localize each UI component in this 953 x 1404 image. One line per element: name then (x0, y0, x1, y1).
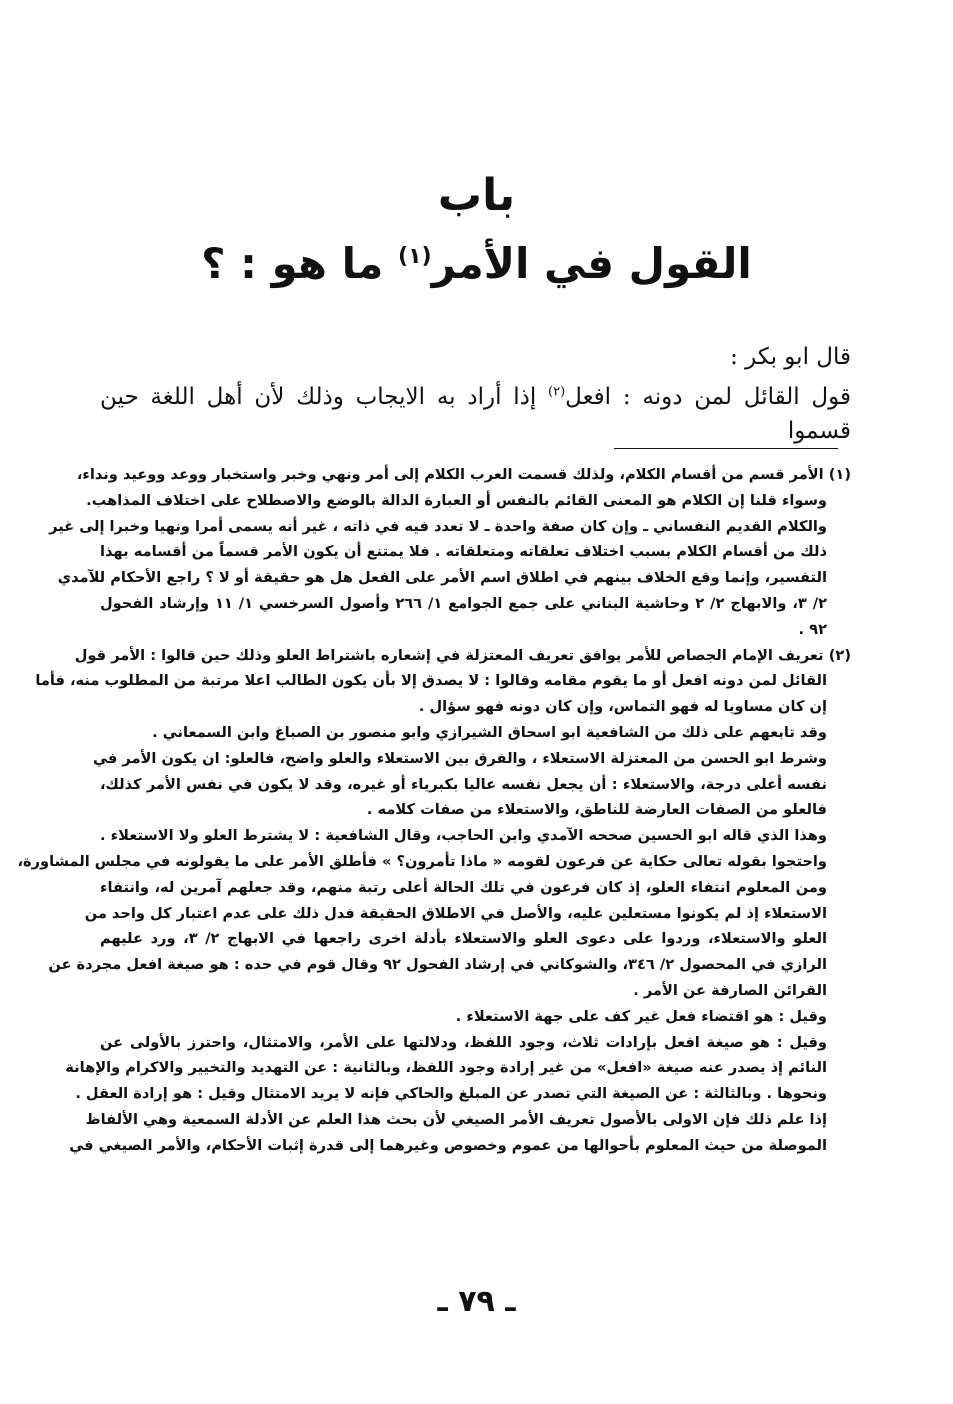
footnote-line: النائم إذ يصدر عنه صيغة «افعل» من غير إرادة وجود اللفظ، وبالثانية : عن التهديد والتخيير والاكرام والإهانة (65, 1059, 827, 1077)
footnote-line: وسواء قلنا إن الكلام هو المعنى القائم بالنفس أو العبارة الدالة بالوضع والاصطلاح على اختلاف المذاهب. (86, 491, 827, 509)
footnote-ref-2[interactable]: (٢) (548, 384, 566, 400)
footnote-line: التفسير، وإنما وقع الخلاف بينهم في اطلاق اسم الأمر على الفعل هل هو حقيقة أو لا ؟ راجع الأحكام للآمدي (57, 569, 827, 587)
footnote-line: الاستعلاء إذ لم يكونوا مستعلين عليه، والأصل في الاطلاق الحقيقة فدل ذلك على عدم اعتبار كل واحد من (84, 904, 827, 922)
main-text-start: قول القائل لمن دونه : افعل (565, 384, 852, 410)
footnote-line: (١) الأمر قسم من أقسام الكلام، ولذلك قسمت العرب الكلام إلى أمر ونهي وخبر واستخبار ووعد ووعيد ونداء، (76, 466, 851, 483)
chapter-title (0, 232, 953, 296)
footnote-separator (614, 448, 838, 449)
footnote-line: ٩٢ . (798, 620, 827, 638)
footnote-line: القائل لمن دونه افعل أو ما يقوم مقامه وقالوا : لا يصدق إلا بأن يكون الطالب اعلا مرتبة من المطلوب منه، فأما (35, 672, 827, 690)
footnote-line: ومن المعلوم انتفاء العلو، إذ كان فرعون في تلك الحالة أعلى رتبة منهم، وقد جعلهم آمرين له، وانتفاء (100, 878, 827, 896)
footnote-line: القرائن الصارفة عن الأمر . (633, 981, 827, 999)
footnote-line: ذلك من أقسام الكلام بسبب اختلاف تعلقاته ومتعلقاته . فلا يمتنع أن يكون الأمر قسماً من أقسامه بهذا (100, 543, 827, 561)
footnote-line: العلو والاستعلاء، وردوا على دعوى العلو والاستعلاء بأدلة اخرى راجعها في الابهاج ٢/ ٣، ورد عليهم (100, 930, 827, 948)
footnote-line: واحتجوا بقوله تعالى حكاية عن فرعون لقومه « ماذا تأمرون؟ » فأطلق الأمر على ما يقولونه في مجلس المشاورة، (17, 852, 827, 870)
footnote-line: الموصلة من حيث المعلوم بأحوالها من عموم وخصوص وغيرهما إلى قدرة إثبات الأحكام، والأمر الصيغي في (69, 1136, 827, 1154)
footnotes (17, 462, 851, 1159)
main-text-rest: إذا أراد به الايجاب وذلك لأن أهل اللغة حين قسموا (100, 384, 851, 444)
chapter-title-text: القول في الأمر (431, 239, 752, 288)
chapter-title-tail: ما هو : ؟ (201, 239, 399, 288)
footnote-line: الرازي في المحصول ٢/ ٣٤٦، والشوكاني في إرشاد الفحول ٩٢ وقال قوم في حده : هو صيغة افعل مجردة عن (48, 956, 827, 974)
footnote-line: وقد تابعهم على ذلك من الشافعية ابو اسحاق الشيرازي وابو منصور بن الصباغ وابن السمعاني . (152, 723, 827, 741)
footnote-line: إن كان مساويا له فهو التماس، وإن كان دونه فهو سؤال . (418, 698, 827, 716)
footnote-line: (٢) تعريف الإمام الجصاص للأمر يوافق تعريف المعتزلة في إشعاره باشتراط العلو وذلك حين قالوا : الأمر قول (74, 646, 851, 664)
footnote-line: إذا علم ذلك فإن الاولى بالأصول تعريف الأمر الصيغي لأن بحث هذا العلم عن الأدلة السمعية وهي الألفاظ (85, 1110, 827, 1128)
page-number: ـ ٧٩ ـ (437, 1284, 516, 1319)
footnote-line: والكلام القديم النفساني ـ وإن كان صفة واحدة ـ لا تعدد فيه في ذاته ، غير أنه يسمى أمرا ونهيا وخبرا إلى غير (49, 517, 827, 535)
footnote-line: وقيل : هو صيغة افعل بإرادات ثلاث، وجود اللفظ، ودلالتها على الأمر، والامتثال، واحترز بالأولى عن (100, 1033, 827, 1051)
footnote-line: وهذا الذي قاله ابو الحسين صححه الآمدي وابن الحاجب، وقال الشافعية : لا يشترط العلو ولا الاستعلاء . (100, 827, 827, 845)
footnote-line: فالعلو من الصفات العارضة للناطق، والاستعلاء من صفات كلامه . (366, 801, 827, 819)
footnote-line: ونحوها . وبالثالثة : عن الصيغة التي تصدر عن المبلغ والحاكي فإنه لا يريد الامتثال وقيل : هو إرادة العقل . (75, 1085, 827, 1103)
footnote-line: وشرط ابو الحسن من المعتزلة الاستعلاء ، والفرق بين الاستعلاء والعلو واضح، فالعلو: ان يكون الأمر في (93, 749, 827, 767)
footnote-line: نفسه أعلى درجة، والاستعلاء : أن يجعل نفسه عاليا بكبرياء أو غيره، وقد لا يكون في نفس الأمر كذلك، (100, 775, 827, 793)
main-paragraph (100, 380, 851, 448)
footnote-ref-1[interactable]: (١) (398, 244, 432, 269)
speaker-line: قال ابو بكر : (730, 344, 851, 370)
chapter-heading: باب (437, 170, 516, 221)
footnote-line: وقيل : هو اقتضاء فعل غير كف على جهة الاستعلاء . (455, 1007, 827, 1025)
footnote-line: ٢/ ٣، والابهاج ٢/ ٢ وحاشية البناني على جمع الجوامع ١/ ٢٦٦ وأصول السرخسي ١/ ١١ وإرشاد الفحول (100, 594, 827, 612)
